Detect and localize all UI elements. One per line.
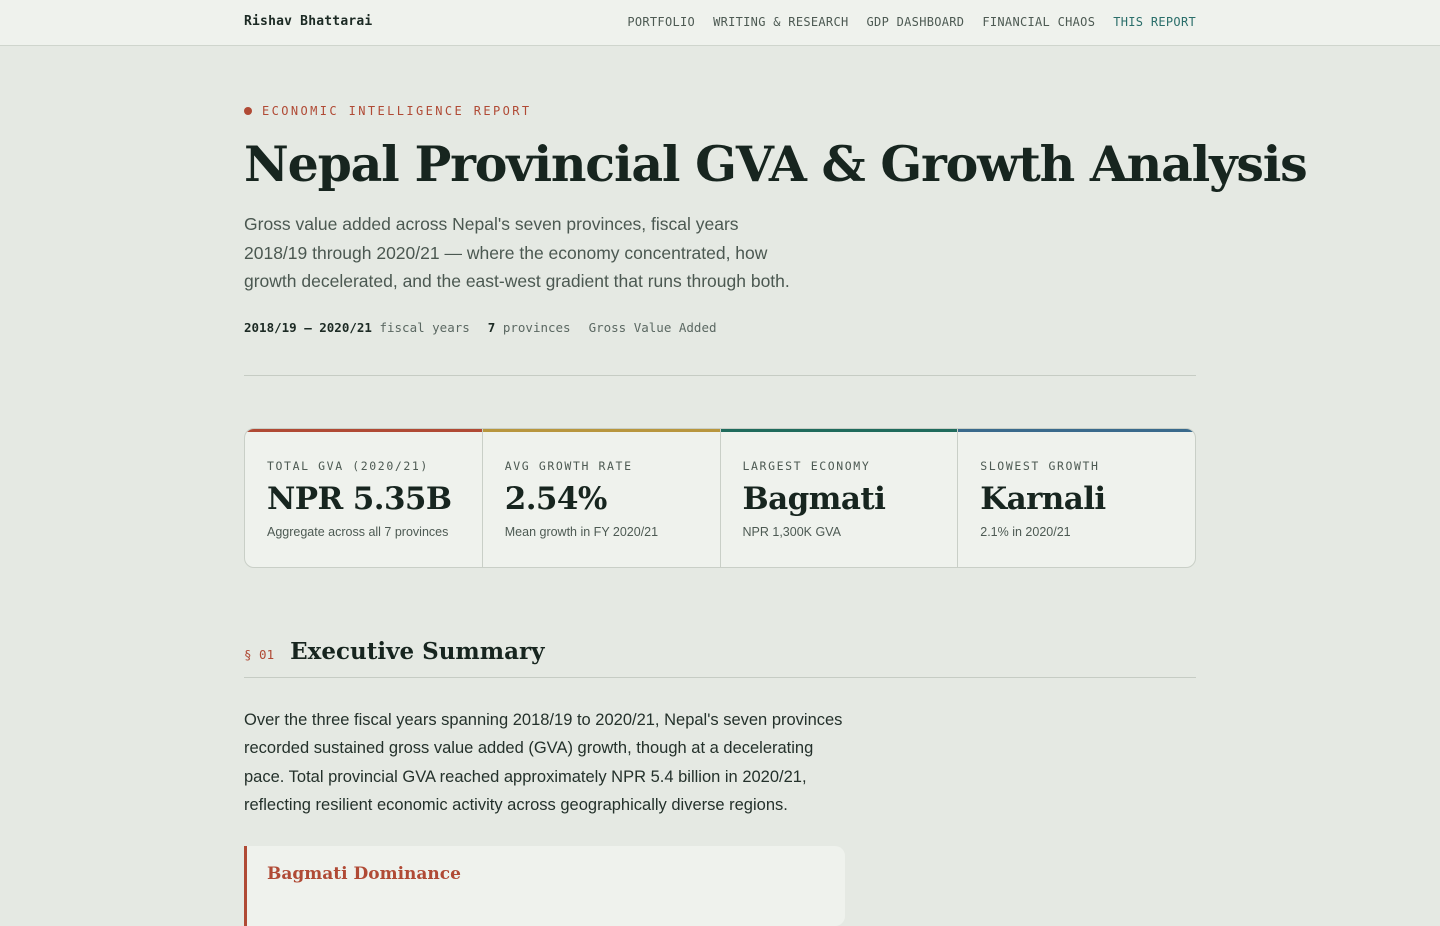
kpi-accent-bar	[245, 429, 482, 432]
report-content	[244, 46, 1307, 926]
section-header	[244, 638, 1196, 678]
kpi-value: Bagmati	[742, 480, 886, 517]
kpi-subtext: 2.1% in 2020/21	[980, 524, 1071, 539]
kpi-card-avg-growth	[483, 429, 721, 567]
meta-measure: Gross Value Added	[588, 319, 717, 335]
divider	[244, 375, 1196, 376]
nav-writing-research[interactable]: WRITING & RESEARCH	[713, 15, 849, 29]
nav-financial-chaos[interactable]: FINANCIAL CHAOS	[982, 15, 1096, 29]
callout-title: Bagmati Dominance	[267, 863, 461, 884]
meta-provinces-value: 7	[487, 319, 496, 335]
meta-provinces-label: provinces	[502, 319, 571, 335]
kpi-value: Karnali	[980, 480, 1106, 517]
report-eyebrow	[244, 104, 1196, 118]
meta-provinces	[488, 320, 571, 335]
kpi-label: SLOWEST GROWTH	[980, 458, 1100, 473]
kpi-accent-bar	[721, 429, 958, 432]
dot-icon	[244, 107, 252, 115]
executive-summary-text: Over the three fiscal years spanning 2018/19 to 2020/21, Nepal's seven provinces recorded sustained gross value added (GVA) growth, though at a decelerating pace. Total provincial GVA reached approximately NPR 5.4 billion in 2020/21, reflecting resilient economic activity across geographically diverse regions.	[244, 710, 843, 815]
page-title: Nepal Provincial GVA & Growth Analysis	[244, 135, 1307, 193]
meta-years-value: 2018/19 – 2020/21	[244, 319, 372, 335]
kpi-label: LARGEST ECONOMY	[742, 458, 871, 473]
nav-this-report[interactable]: THIS REPORT	[1113, 15, 1196, 29]
kpi-label: AVG GROWTH RATE	[504, 458, 633, 473]
nav-portfolio[interactable]: PORTFOLIO	[627, 15, 696, 29]
kpi-cards	[244, 428, 1196, 568]
main-nav	[627, 15, 1196, 29]
kpi-card-total-gva	[245, 429, 483, 567]
section-number: § 01	[244, 646, 275, 662]
top-navigation-bar	[0, 0, 1440, 46]
meta-years-label: fiscal years	[379, 319, 470, 335]
eyebrow-label: ECONOMIC INTELLIGENCE REPORT	[262, 104, 532, 118]
kpi-subtext: NPR 1,300K GVA	[742, 524, 841, 539]
report-meta	[244, 320, 1196, 335]
kpi-subtext: Mean growth in FY 2020/21	[504, 524, 659, 539]
section-title: Executive Summary	[290, 637, 545, 665]
kpi-card-largest-economy	[721, 429, 959, 567]
kpi-subtext: Aggregate across all 7 provinces	[267, 524, 449, 539]
callout-box	[244, 846, 845, 926]
nav-gdp-dashboard[interactable]: GDP DASHBOARD	[866, 15, 965, 29]
brand-link[interactable]: Rishav Bhattarai	[244, 14, 373, 29]
kpi-accent-bar	[483, 429, 720, 432]
kpi-label: TOTAL GVA (2020/21)	[267, 458, 429, 473]
kpi-value: 2.54%	[504, 480, 607, 517]
kpi-value: NPR 5.35B	[267, 480, 452, 517]
kpi-card-slowest-growth	[958, 429, 1195, 567]
kpi-accent-bar	[958, 429, 1195, 432]
report-lede: Gross value added across Nepal's seven provinces, fiscal years 2018/19 through 2020/21 — where the economy concentrated, how growth decelerated, and the east-west gradient that runs through both.	[244, 214, 790, 292]
meta-years	[244, 320, 470, 335]
